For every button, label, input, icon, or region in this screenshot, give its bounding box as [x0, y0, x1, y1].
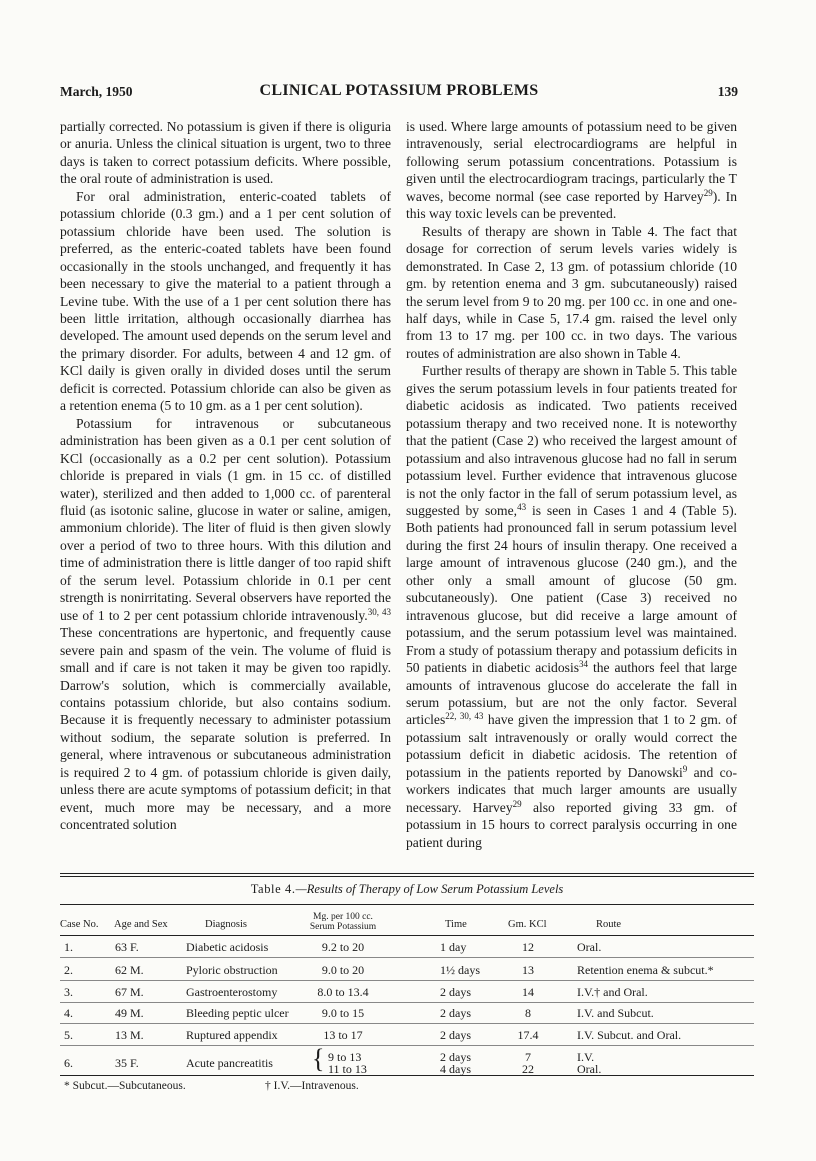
col-header-serum-1: Mg. per 100 cc. [313, 912, 373, 922]
cell-case: 1. [64, 940, 73, 954]
cell-route: I.V. [577, 1050, 595, 1064]
citation: 30, 43 [367, 606, 391, 617]
col-header-case: Case No. [60, 919, 99, 930]
cell-diagnosis: Acute pancreatitis [186, 1056, 273, 1070]
cell-route: Oral. [577, 1062, 602, 1076]
cell-kcl: 14 [522, 985, 534, 999]
cell-serum: 9.2 to 20 [321, 940, 365, 954]
paragraph: For oral administration, enteric-coated tablets of potassium chloride (0.3 gm.) and a 1 per cent solution of potassium chloride have been used. The solution is preferred, as the enteric-coated tablets have been found occasionally in the stools unchanged, and frequently it has been necessary to give the material to a patient through a Levine tube. With the use of a 1 per cent solution there has been little irritation, although occasionally diarrhea has developed. The amount used depends on the serum level and the primary disorder. For adults, between 4 and 12 gm. of KCl daily is given orally in divided doses until the serum deficit is corrected. Potassium chloride can also be given as a retention enema (5 to 10 gm. as a 1 per cent solution). [60, 188, 391, 414]
col-header-kcl: Gm. KCl [508, 919, 547, 930]
paragraph: Results of therapy are shown in Table 4. The fact that dosage for correction of serum levels varies widely is demonstrated. In Case 2, 13 gm. of potassium chloride (10 gm. by retention enema and 3 gm. subcutaneously) raised the serum level from 9 to 20 mg. per 100 cc. in one and one-half days, while in Case 5, 17.4 gm. raised the level only from 13 to 17 mg. per 100 cc. in two days. The various routes of administration are also shown in Table 4. [406, 223, 737, 361]
cell-time: 1 day [440, 940, 467, 954]
table-header-top-rule [60, 904, 754, 905]
cell-age: 49 M. [115, 1006, 144, 1020]
table-top-rule [60, 873, 754, 874]
cell-time: 2 days [440, 1050, 471, 1064]
row-rule [60, 1045, 754, 1046]
cell-diagnosis: Ruptured appendix [186, 1028, 278, 1042]
cell-serum: 8.0 to 13.4 [317, 985, 369, 999]
paragraph: partially corrected. No potassium is given if there is oliguria or anuria. Unless the clinical situation is urgent, two to three days is taken to correct potassium deficits. Where possible, the oral route of administration is used. [60, 119, 391, 187]
cell-age: 35 F. [115, 1056, 139, 1070]
paragraph: Further results of therapy are shown in Table 5. This table gives the serum potassium levels in four patients treated for diabetic acidosis as indicated. Two patients received potassium therapy and two received none. It is noteworthy that the patient (Case 2) who received the largest amount of potassium and also intravenous glucose had no fall in serum potassium level. Further evidence that intravenous glucose is not the only factor in the fall of serum potassium level, as suggested by some,$^{43}$ is seen in Cases 1 and 4 (Table 5). Both patients had pronounced fall in serum potassium level during the first 24 hours of insulin therapy. One received a large amount of intravenous glucose (240 gm.), and the other only a small amount of glucose (50 gm. subcutaneously). One patient (Case 3) received no intravenous glucose, but did receive a large amount of potassium, and the serum potassium level was maintained. From a study of potassium therapy and potassium deficits in 50 patients in diabetic acidosis$^{34}$ the authors feel that large amounts of intravenous glucose do accelerate the fall in serum potassium, but are not the only factor. Several articles$^{22, 30, 43}$ have given the impression that 1 to 2 gm. of potassium salt intravenously or orally would correct the potassium deficit in diabetic acidosis. The retention of potassium in the patients reported by Danowski$^9$ and co-workers indicates that much larger amounts are usually necessary. Harvey$^{29}$ also reported giving 33 gm. of potassium in 15 hours to correct paralysis occurring in one patient during [406, 363, 737, 850]
cell-kcl: 8 [525, 1006, 531, 1020]
cell-case: 4. [64, 1006, 73, 1020]
citation: 29 [512, 798, 522, 809]
right-column [406, 118, 737, 851]
row-rule [60, 980, 754, 981]
cell-age: 63 F. [115, 940, 139, 954]
cell-diagnosis: Diabetic acidosis [186, 940, 269, 954]
row-rule [60, 1023, 754, 1024]
cell-route: Oral. [577, 940, 602, 954]
cell-serum: 9.0 to 20 [321, 963, 365, 977]
row-rule [60, 957, 754, 958]
table-bottom-rule [60, 1075, 754, 1076]
cell-case: 5. [64, 1028, 73, 1042]
citation: 34 [579, 659, 589, 670]
cell-age: 67 M. [115, 985, 144, 999]
cell-route: I.V.† and Oral. [577, 985, 648, 999]
cell-diagnosis: Pyloric obstruction [186, 963, 278, 977]
cell-serum: 11 to 13 [328, 1062, 367, 1076]
col-header-time: Time [445, 919, 467, 930]
cell-diagnosis: Gastroenterostomy [186, 985, 278, 999]
cell-diagnosis: Bleeding peptic ulcer [186, 1006, 289, 1020]
cell-case: 6. [64, 1056, 73, 1070]
col-header-age: Age and Sex [114, 919, 168, 930]
cell-time: 1½ days [440, 963, 480, 977]
cell-case: 2. [64, 963, 73, 977]
cell-time: 2 days [440, 985, 471, 999]
citation: 22, 30, 43 [445, 711, 484, 722]
brace-icon: { [312, 1043, 325, 1074]
footnote-subcut: * Subcut.—Subcutaneous. [64, 1080, 186, 1092]
table-top-rule-2 [60, 876, 754, 877]
page-number: 139 [717, 84, 738, 99]
running-title: CLINICAL POTASSIUM PROBLEMS [259, 82, 539, 99]
cell-time: 2 days [440, 1006, 471, 1020]
row-rule [60, 1002, 754, 1003]
col-header-diagnosis: Diagnosis [205, 919, 247, 930]
issue-date: March, 1950 [60, 84, 133, 99]
paragraph: is used. Where large amounts of potassium need to be given intravenously, serial electrocardiograms are helpful in following serum potassium concentrations. Potassium is given until the electrocardiogram tracings, particularly the T waves, become normal (see case reported by Harvey$^{29}$). In this way toxic levels can be prevented. [406, 119, 737, 222]
cell-time: 4 days [440, 1062, 471, 1076]
cell-kcl: 17.4 [517, 1028, 539, 1042]
left-column [60, 118, 391, 834]
col-header-route: Route [596, 919, 622, 930]
col-header-serum-2: Serum Potassium [309, 922, 377, 932]
cell-route: I.V. and Subcut. [577, 1006, 654, 1020]
cell-serum: 9.0 to 15 [321, 1006, 365, 1020]
cell-age: 13 M. [115, 1028, 144, 1042]
cell-route: Retention enema & subcut.* [577, 963, 714, 977]
cell-kcl: 13 [522, 963, 534, 977]
cell-age: 62 M. [115, 963, 144, 977]
paragraph: Potassium for intravenous or subcutaneous administration has been given as a 0.1 per cent solution of KCl (occasionally as a 0.2 per cent solution). Potassium chloride is prepared in vials (1 gm. in 15 cc. of distilled water), sterilized and then added to 1,000 cc. of parenteral fluid (as isotonic saline, glucose in water or saline, amigen, ammonium chloride). The liter of fluid is then given slowly over a period of two to three hours. With this dilution and time of administration there is little danger of too rapid shift of the serum level. Potassium chloride in 0.1 per cent strength is nonirritating. Several observers have reported the use of 1 to 2 per cent potassium chloride intravenously.$^{30, 43}$ These concentrations are hypertonic, and frequently cause severe pain and spasm of the vein. The volume of fluid is small and if care is not taken it may be given too rapidly. Darrow's solution, which is commercially available, contains potassium chloride, but also contains sodium. Because it is frequently necessary to administer potassium without sodium, the separate solution is preferred. In general, where intravenous or subcutaneous administration is required 2 to 4 gm. of potassium chloride is given daily, unless there are acute symptoms of potassium deficit; in that event, much more may be necessary, and a more concentrated solution [60, 415, 391, 833]
cell-route: I.V. Subcut. and Oral. [577, 1028, 682, 1042]
cell-case: 3. [64, 985, 73, 999]
cell-kcl: 7 [525, 1050, 531, 1064]
cell-serum: 9 to 13 [328, 1050, 362, 1064]
cell-kcl: 12 [522, 940, 534, 954]
cell-serum: 13 to 17 [323, 1028, 363, 1042]
cell-time: 2 days [440, 1028, 471, 1042]
citation: 9 [682, 763, 688, 774]
footnote-iv: † I.V.—Intravenous. [265, 1080, 359, 1092]
citation: 29 [703, 187, 713, 198]
table-header-bottom-rule [60, 935, 754, 936]
cell-kcl: 22 [522, 1062, 534, 1076]
citation: 43 [517, 501, 527, 512]
running-header [60, 84, 738, 104]
table-caption: Table 4.—Results of Therapy of Low Serum Potassium Levels [250, 882, 564, 896]
